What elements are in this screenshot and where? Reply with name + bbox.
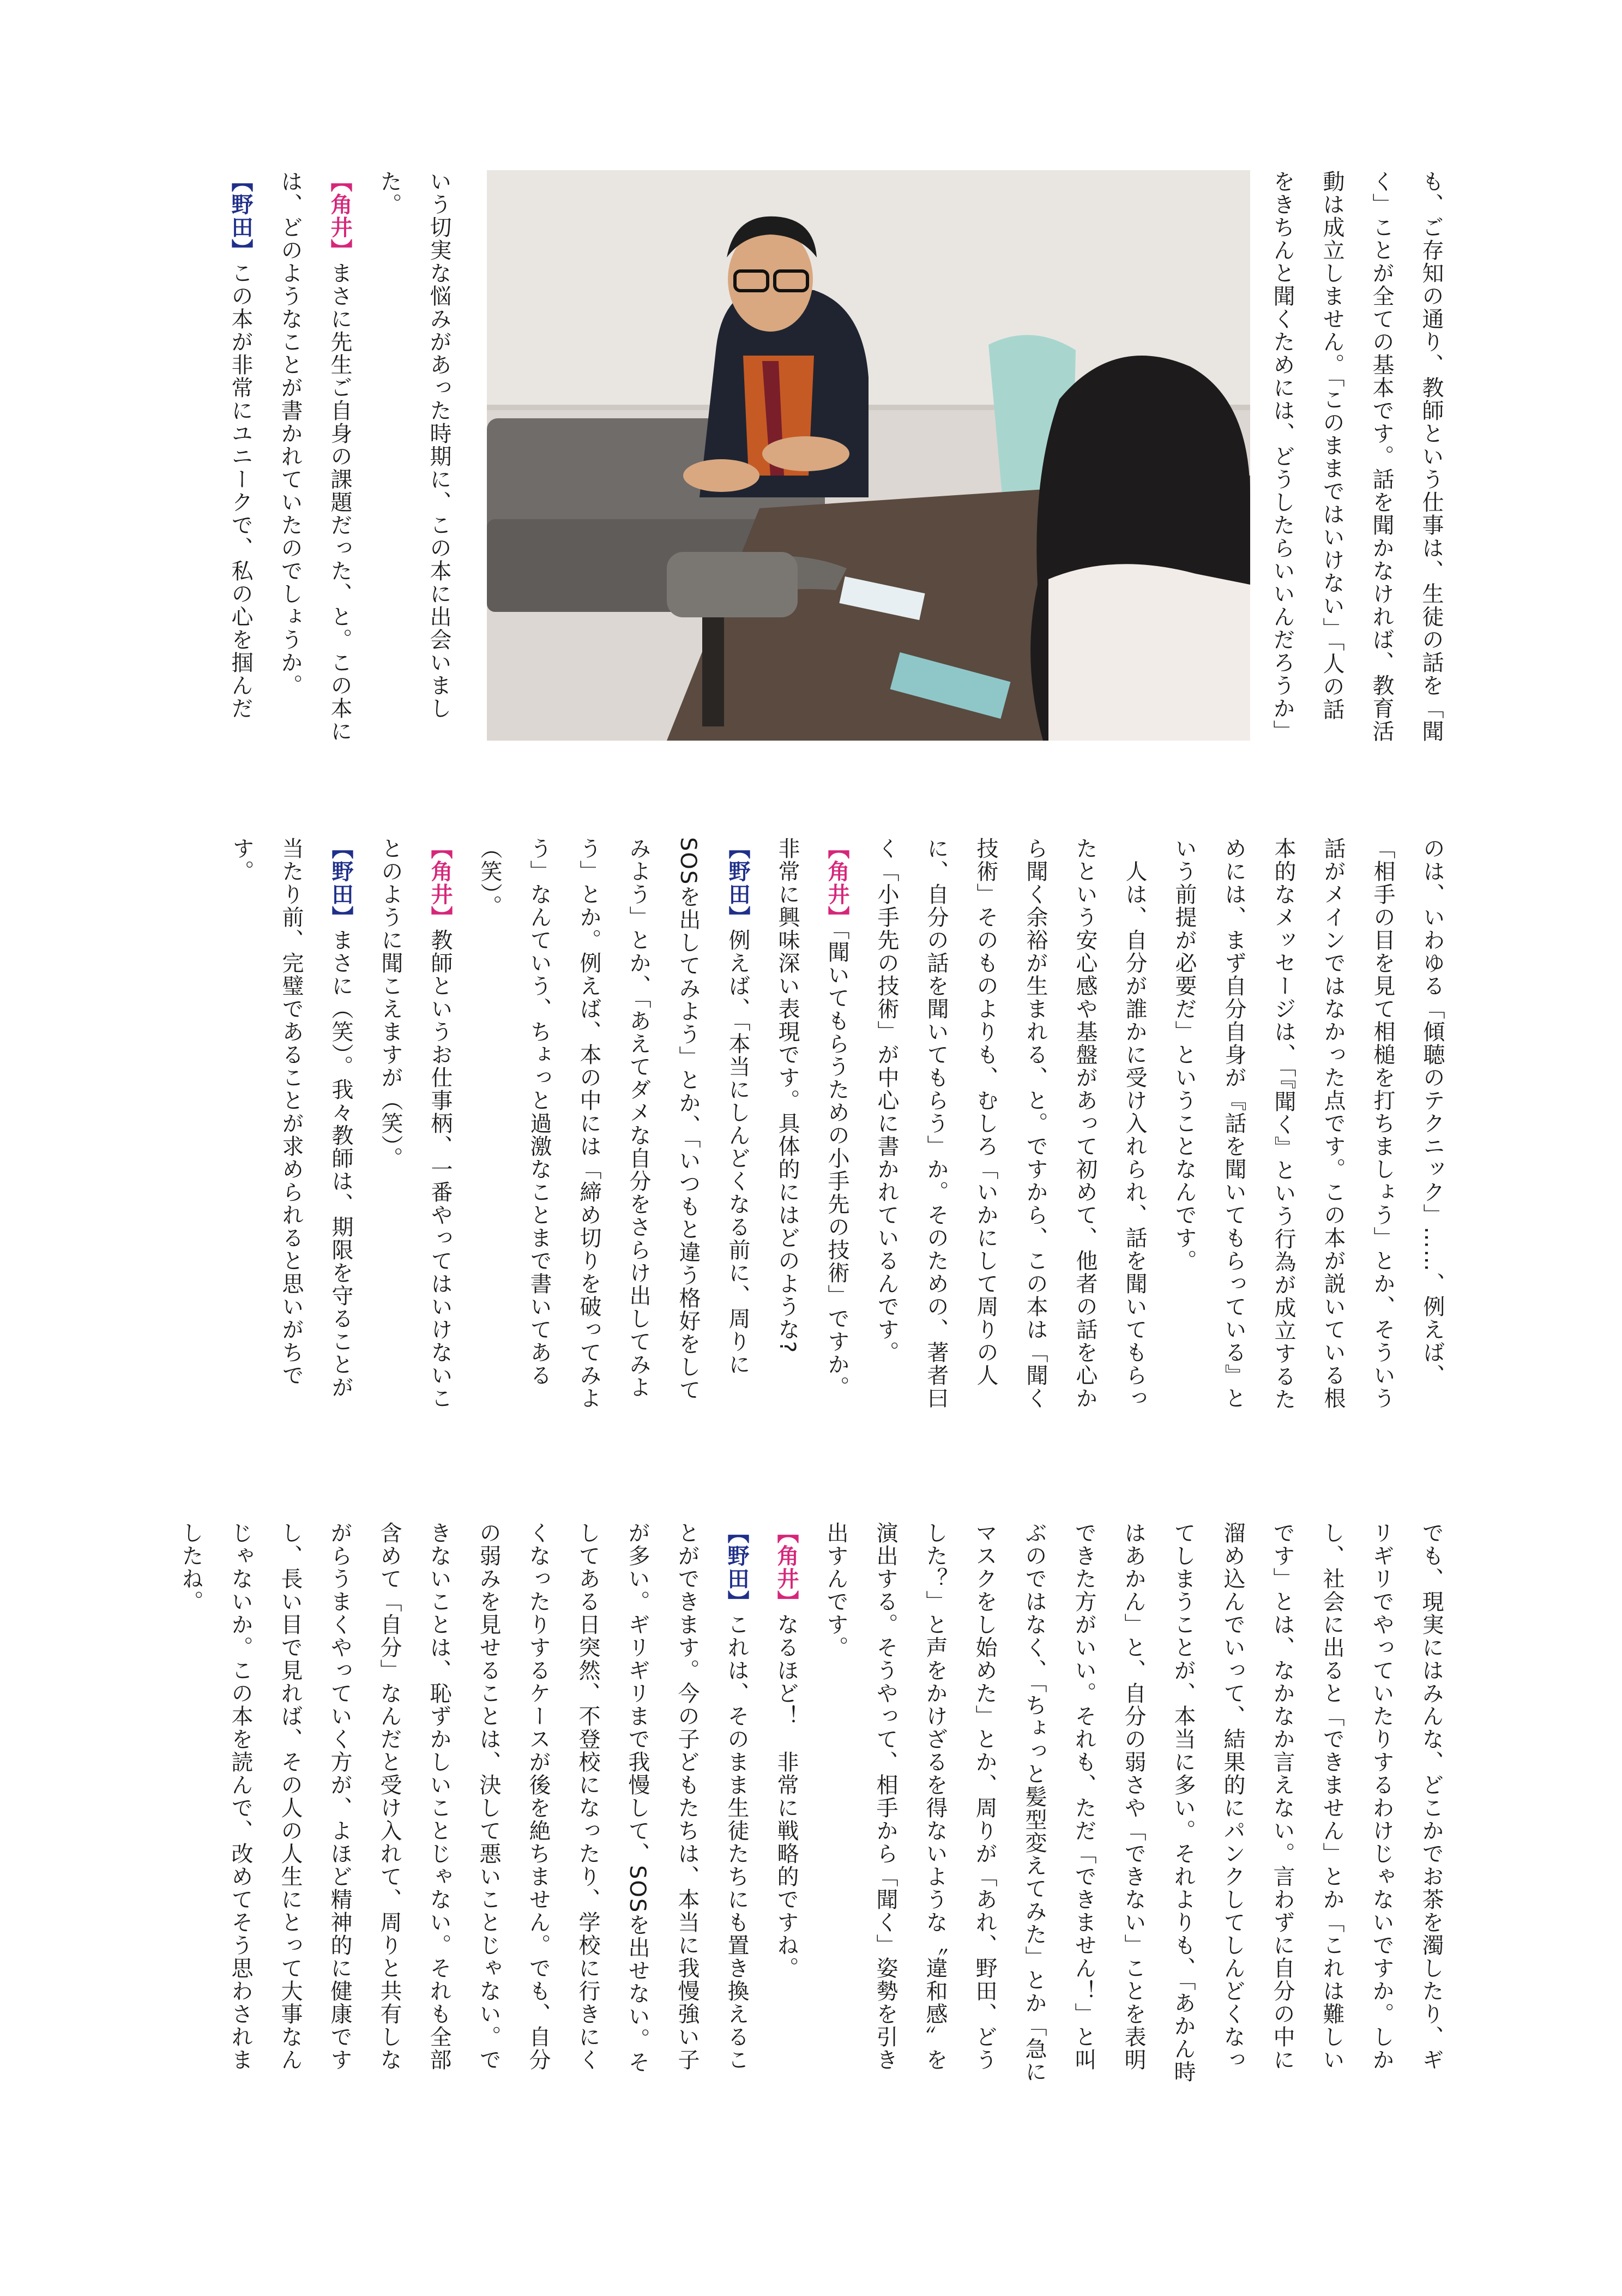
text-column-bottom xyxy=(178,1522,1456,2091)
speaker-label: 【野田】 xyxy=(228,170,253,262)
paragraph xyxy=(215,170,265,743)
paragraph xyxy=(465,837,762,1418)
paragraph xyxy=(166,1522,761,2091)
paragraph xyxy=(861,837,1159,1418)
interview-photo xyxy=(487,170,1250,741)
paragraph-text: 人は、自分が誰かに受け入れられ、話を聞いてもらったという安心感や基盤があって初めて、他者の話を心から聞く余裕が生まれる、と。ですから、この本は「聞く技術」そのものよりも、むしろ「いかにして周りの人に、自分の話を聞いてもらう」か。そのための、著者曰く「小手先の技術」が中心に書かれているんです。 xyxy=(874,837,1147,1410)
paragraph-text: なるほど！ 非常に戦略的ですね。 xyxy=(774,1613,799,1980)
text-column-top-left xyxy=(158,170,463,743)
paragraph xyxy=(364,170,463,743)
paragraph-text: 例えば、「本当にしんどくなる前に、周りにSOSを出してみよう」とか、「いつもと違う格好をしてみよう」とか、「あえてダメな自分をさらけ出してみよう」とか。例えば、本の中には「締め切りを破ってみよう」なんていう、ちょっと過激なことまで書いてある（笑）。 xyxy=(477,837,750,1410)
paragraph-text: まさに（笑）。我々教師は、期限を守ることが当たり前、完璧であることが求められると思いがちです。 xyxy=(229,837,353,1399)
paragraph xyxy=(811,1522,1456,2091)
speaker-label: 【角井】 xyxy=(824,837,849,929)
paragraph xyxy=(1159,837,1457,1418)
paragraph xyxy=(761,1522,811,2091)
paragraph-text: 「聞いてもらうための小手先の技術」ですか。非常に興味深い表現です。具体的にはどのような? xyxy=(775,837,849,1399)
speaker-label: 【野田】 xyxy=(724,1522,749,1613)
paragraph-text: 教師というお仕事柄、一番やってはいけないことのように聞こえますが（笑）。 xyxy=(378,837,453,1410)
paragraph xyxy=(365,837,465,1418)
speaker-label: 【野田】 xyxy=(725,837,750,929)
speaker-label: 【角井】 xyxy=(327,170,352,262)
text-column-top-right xyxy=(1249,170,1456,743)
paragraph-text: いう切実な悩みがあった時期に、この本に出会いました。 xyxy=(377,170,451,720)
paragraph xyxy=(216,837,365,1418)
speaker-label: 【角井】 xyxy=(774,1522,799,1613)
paragraph-text: も、ご存知の通り、教師という仕事は、生徒の話を「聞く」ことが全ての基本です。話を聞かなければ、教育活動は成立しません。「このままではいけない」「人の話をきちんと聞くためには、どうしたらいいんだろうか」 xyxy=(1270,170,1444,743)
paragraph-text: でも、現実にはみんな、どこかでお茶を濁したり、ギリギリでやっていたりするわけじゃないですか。しかし、社会に出ると「できません」とか「これは難しいです」とは、なかなか言えない。言わずに自分の中に溜め込んでいって、結果的にパンクしてしんどくなってしまうことが、本当に多い。それよりも、「あかん時はあかん」と、自分の弱さや「できない」ことを表明できた方がいい。それも、ただ「できません！」と叫ぶのではなく、「ちょっと髪型変えてみた」とか「急にマスクをし始めた」とか、周りが「あれ、野田、どうした？」と声をかけざるを得ないような〝違和感〟を演出する。そうやって、相手から「聞く」姿勢を引き出すんです。 xyxy=(823,1522,1444,2083)
paragraph-text: これは、そのまま生徒たちにも置き換えることができます。今の子どもたちは、本当に我慢強い子が多い。ギリギリまで我慢して、SOSを出せない。そしてある日突然、不登校になったり、学校に行きにくくなったりするケースが後を絶ちません。でも、自分の弱みを見せることは、決して悪いことじゃない。できないことは、恥ずかしいことじゃない。それも全部含めて「自分」なんだと受け入れて、周りと共有しながらうまくやっていく方が、よほど精神的に健康ですし、長い目で見れば、その人の人生にとって大事なんじゃないか。この本を読んで、改めてそう思わされましたね。 xyxy=(178,1522,749,2074)
paragraph-text: この本が非常にユニークで、私の心を掴んだ xyxy=(228,262,253,720)
paragraph xyxy=(762,837,861,1418)
text-column-middle xyxy=(213,837,1457,1418)
speaker-label: 【角井】 xyxy=(427,837,453,929)
paragraph xyxy=(265,170,364,743)
paragraph-text: のは、いわゆる「傾聴のテクニック」……、例えば、「相手の目を見て相槌を打ちましょう」とか、そういう話がメインではなかった点です。この本が説いている根本的なメッセージは、「『聞く』という行為が成立するためには、まず自分自身が『話を聞いてもらっている』という前提が必要だ」ということなんです。 xyxy=(1172,837,1445,1411)
paragraph-text: まさに先生ご自身の課題だった、と。この本には、どのようなことが書かれていたのでしょうか。 xyxy=(278,170,352,743)
speaker-label: 【野田】 xyxy=(328,837,353,929)
